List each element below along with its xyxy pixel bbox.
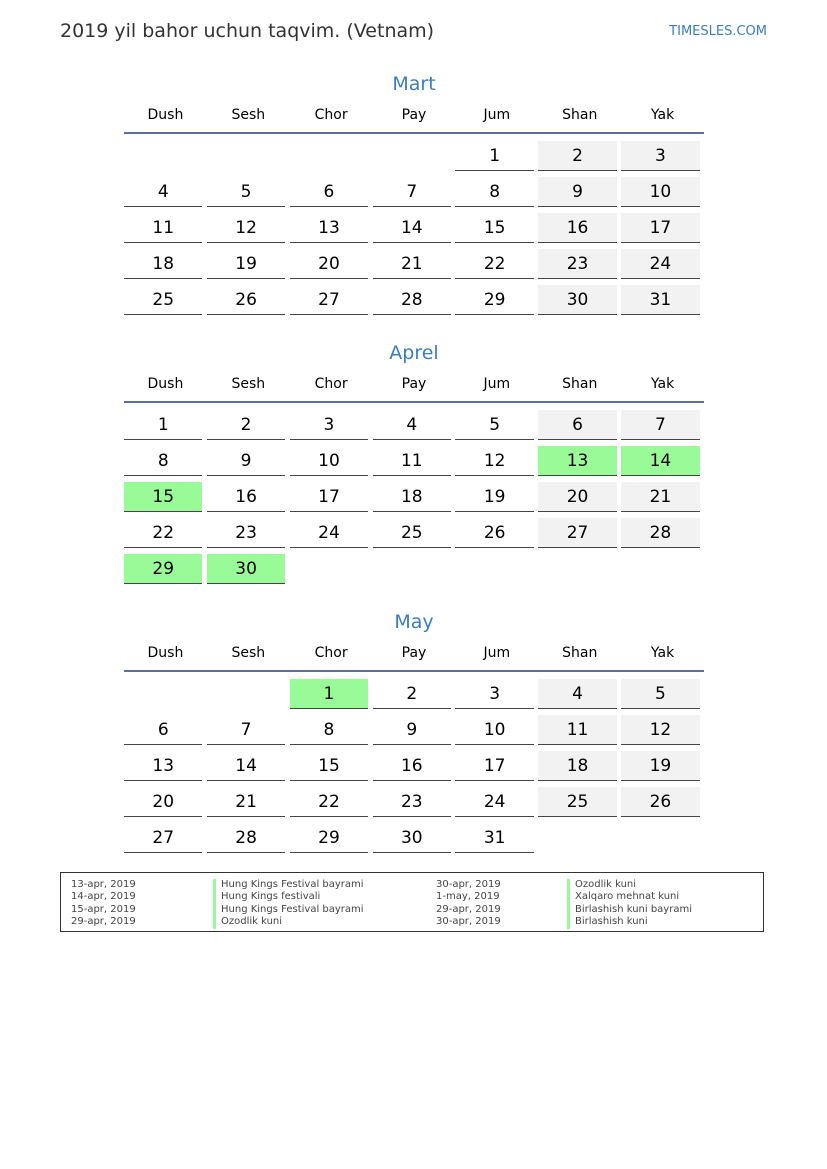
legend-date: 14-apr, 2019 (71, 891, 136, 903)
day-cell: 14 (207, 751, 285, 781)
day-cell: 6 (124, 715, 202, 745)
day-cell: 2 (207, 410, 285, 440)
week-row (124, 138, 704, 174)
legend-holiday-name: Xalqaro mehnat kuni (567, 891, 692, 903)
day-cell: 16 (538, 213, 616, 243)
weekday-label: Sesh (231, 107, 266, 123)
day-cell: 13 (290, 213, 368, 243)
day-cell: 1 (290, 679, 368, 709)
weekday-label: Dush (147, 376, 184, 392)
empty-day-cell (455, 554, 533, 583)
day-cell: 11 (124, 213, 202, 243)
day-cell: 29 (290, 823, 368, 853)
legend-holiday-name: Birlashish kuni bayrami (567, 904, 692, 916)
empty-day-cell (538, 554, 616, 583)
week-row (124, 407, 704, 443)
day-cell: 11 (373, 446, 451, 476)
legend-holiday-name: Ozodlik kuni (567, 879, 692, 891)
day-cell: 17 (621, 213, 699, 243)
day-cell: 10 (455, 715, 533, 745)
day-cell: 10 (290, 446, 368, 476)
day-cell: 31 (621, 285, 699, 315)
day-cell: 1 (124, 410, 202, 440)
day-cell: 22 (455, 249, 533, 279)
month-name: Mart (392, 73, 436, 95)
day-cell: 5 (455, 410, 533, 440)
day-cell: 25 (124, 285, 202, 315)
day-cell: 8 (124, 446, 202, 476)
day-cell: 25 (538, 787, 616, 817)
day-cell: 22 (290, 787, 368, 817)
holiday-legend (60, 872, 764, 932)
day-cell: 7 (207, 715, 285, 745)
site-link[interactable]: TIMESLES.COM (669, 24, 767, 39)
day-cell: 15 (290, 751, 368, 781)
day-cell: 24 (455, 787, 533, 817)
weekday-label: Shan (562, 645, 598, 661)
day-cell: 3 (290, 410, 368, 440)
day-cell: 20 (290, 249, 368, 279)
day-cell: 4 (538, 679, 616, 709)
day-cell: 12 (621, 715, 699, 745)
weekday-label: Sesh (231, 645, 266, 661)
day-cell: 12 (455, 446, 533, 476)
day-cell: 9 (207, 446, 285, 476)
day-cell: 4 (373, 410, 451, 440)
day-cell: 17 (290, 482, 368, 512)
legend-date: 30-apr, 2019 (436, 879, 501, 890)
day-cell: 16 (373, 751, 451, 781)
day-cell: 5 (621, 679, 699, 709)
day-cell: 11 (538, 715, 616, 745)
weekday-label: Yak (650, 645, 675, 661)
legend-date: 29-apr, 2019 (71, 916, 136, 928)
day-cell: 5 (207, 177, 285, 207)
empty-day-cell (373, 554, 451, 583)
week-row (124, 820, 704, 856)
empty-day-cell (621, 554, 699, 583)
day-cell: 1 (455, 141, 533, 171)
legend-holiday-name: Hung Kings festivali (213, 891, 364, 903)
week-row (124, 210, 704, 246)
legend-holiday-name: Birlashish kuni (567, 916, 692, 928)
weekday-label: Dush (147, 107, 184, 123)
day-cell: 26 (207, 285, 285, 315)
week-row (124, 479, 704, 515)
weekday-label: Shan (562, 376, 598, 392)
legend-date: 13-apr, 2019 (71, 879, 136, 890)
day-cell: 19 (455, 482, 533, 512)
day-cell: 7 (373, 177, 451, 207)
day-cell: 14 (373, 213, 451, 243)
day-cell: 30 (207, 554, 285, 584)
day-cell: 26 (455, 518, 533, 548)
day-cell: 9 (373, 715, 451, 745)
empty-day-cell (207, 141, 285, 170)
weekday-label: Chor (314, 376, 348, 392)
weekday-header (124, 373, 704, 403)
weekday-label: Shan (562, 107, 598, 123)
week-row (124, 551, 704, 587)
empty-day-cell (373, 141, 451, 170)
weekday-label: Pay (401, 645, 427, 661)
week-row (124, 246, 704, 282)
day-cell: 19 (207, 249, 285, 279)
empty-day-cell (290, 554, 368, 583)
day-cell: 26 (621, 787, 699, 817)
day-cell: 28 (207, 823, 285, 853)
day-cell: 17 (455, 751, 533, 781)
day-cell: 27 (290, 285, 368, 315)
month-may (124, 608, 704, 856)
weekday-label: Yak (650, 107, 675, 123)
day-cell: 2 (538, 141, 616, 171)
day-cell: 27 (538, 518, 616, 548)
week-row (124, 784, 704, 820)
weekday-label: Jum (483, 645, 511, 661)
legend-date: 1-may, 2019 (436, 891, 500, 903)
day-cell: 3 (455, 679, 533, 709)
legend-dates-left (71, 879, 136, 929)
legend-date: 29-apr, 2019 (436, 903, 501, 915)
day-cell: 15 (455, 213, 533, 243)
day-cell: 3 (621, 141, 699, 171)
weekday-header (124, 642, 704, 672)
day-cell: 22 (124, 518, 202, 548)
day-cell: 10 (621, 177, 699, 207)
legend-holiday-name: Hung Kings Festival bayrami (213, 879, 364, 891)
empty-day-cell (621, 823, 699, 852)
week-row (124, 282, 704, 318)
day-cell: 18 (124, 249, 202, 279)
month-name: Aprel (389, 342, 439, 364)
day-cell: 25 (373, 518, 451, 548)
weekday-label: Pay (401, 376, 427, 392)
legend-holiday-name: Hung Kings Festival bayrami (213, 904, 364, 916)
week-row (124, 515, 704, 551)
day-cell: 29 (124, 554, 202, 584)
day-cell: 30 (538, 285, 616, 315)
page-title: 2019 yil bahor uchun taqvim. (Vetnam) (60, 20, 435, 42)
legend-date: 15-apr, 2019 (71, 903, 136, 915)
weekday-label: Sesh (231, 376, 266, 392)
day-cell: 21 (373, 249, 451, 279)
weekday-label: Chor (314, 645, 348, 661)
day-cell: 21 (621, 482, 699, 512)
empty-day-cell (290, 141, 368, 170)
day-cell: 4 (124, 177, 202, 207)
week-row (124, 443, 704, 479)
day-cell: 30 (373, 823, 451, 853)
month-name: May (394, 611, 434, 633)
week-row (124, 676, 704, 712)
legend-date: 30-apr, 2019 (436, 916, 501, 928)
weekday-label: Jum (483, 107, 511, 123)
month-aprel (124, 339, 704, 587)
day-cell: 24 (621, 249, 699, 279)
weekday-label: Yak (650, 376, 675, 392)
day-cell: 7 (621, 410, 699, 440)
day-cell: 6 (290, 177, 368, 207)
day-cell: 23 (207, 518, 285, 548)
legend-names-right (567, 879, 692, 929)
legend-holiday-name: Ozodlik kuni (213, 916, 364, 928)
legend-names-left (213, 879, 364, 929)
weekday-label: Pay (401, 107, 427, 123)
empty-day-cell (124, 679, 202, 708)
day-cell: 2 (373, 679, 451, 709)
weekday-label: Dush (147, 645, 184, 661)
weekday-label: Chor (314, 107, 348, 123)
day-cell: 13 (124, 751, 202, 781)
day-cell: 20 (538, 482, 616, 512)
day-cell: 15 (124, 482, 202, 512)
day-cell: 19 (621, 751, 699, 781)
day-cell: 23 (538, 249, 616, 279)
day-cell: 29 (455, 285, 533, 315)
legend-dates-right (436, 879, 501, 929)
day-cell: 27 (124, 823, 202, 853)
day-cell: 8 (455, 177, 533, 207)
week-row (124, 712, 704, 748)
day-cell: 18 (538, 751, 616, 781)
day-cell: 14 (621, 446, 699, 476)
day-cell: 13 (538, 446, 616, 476)
day-cell: 28 (621, 518, 699, 548)
empty-day-cell (207, 679, 285, 708)
day-cell: 8 (290, 715, 368, 745)
day-cell: 18 (373, 482, 451, 512)
weekday-header (124, 104, 704, 134)
day-cell: 9 (538, 177, 616, 207)
day-cell: 12 (207, 213, 285, 243)
day-cell: 20 (124, 787, 202, 817)
empty-day-cell (538, 823, 616, 852)
day-cell: 6 (538, 410, 616, 440)
week-row (124, 748, 704, 784)
day-cell: 24 (290, 518, 368, 548)
empty-day-cell (124, 141, 202, 170)
day-cell: 23 (373, 787, 451, 817)
day-cell: 31 (455, 823, 533, 853)
day-cell: 16 (207, 482, 285, 512)
weekday-label: Jum (483, 376, 511, 392)
week-row (124, 174, 704, 210)
day-cell: 28 (373, 285, 451, 315)
month-mart (124, 70, 704, 318)
day-cell: 21 (207, 787, 285, 817)
